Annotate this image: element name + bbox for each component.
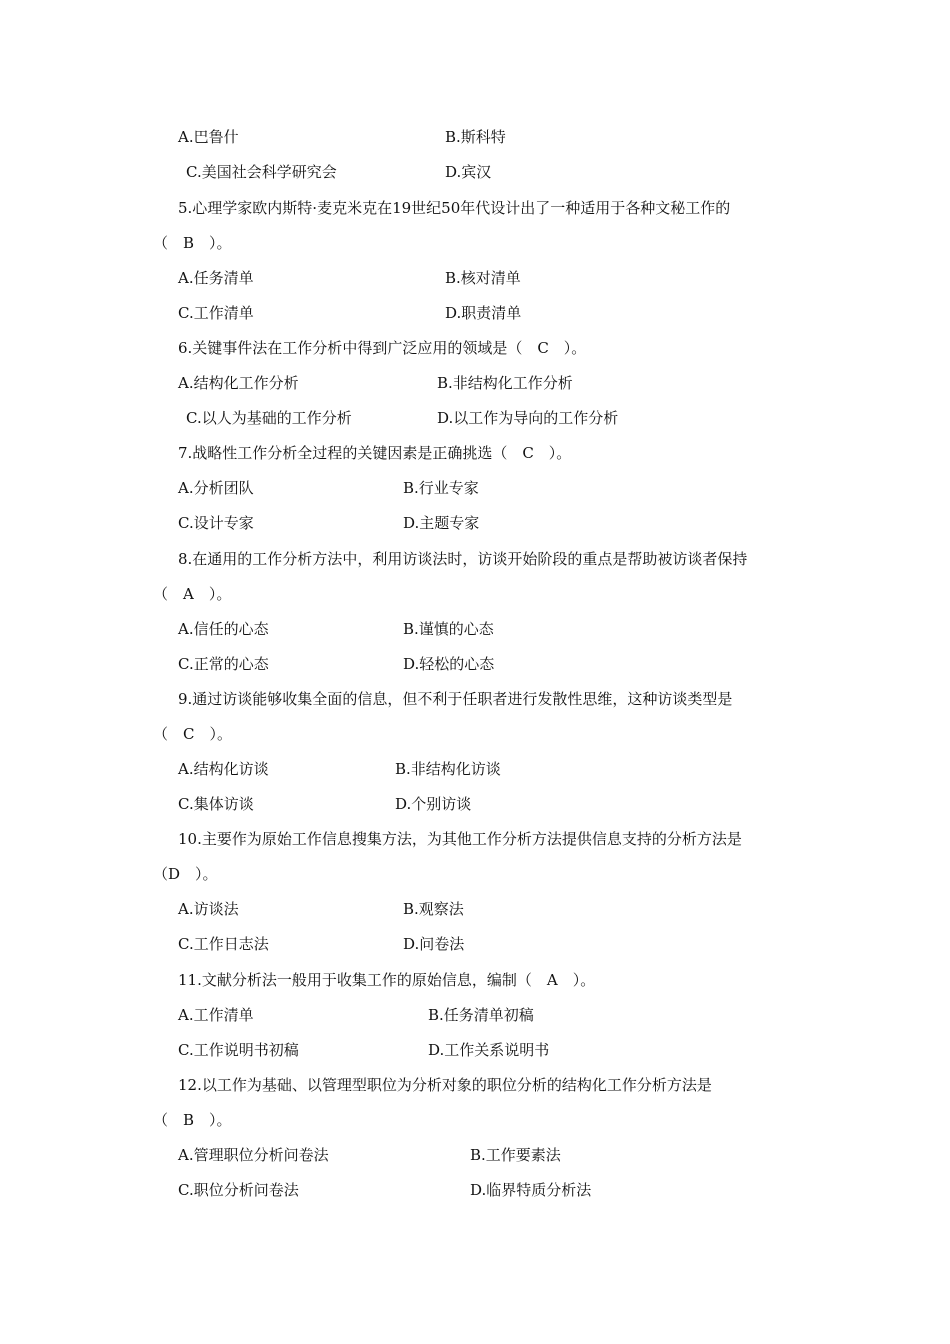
q6-option-a: A.结构化工作分析 [178,374,299,392]
q10-option-d: D.问卷法 [403,935,465,953]
q4-option-c: C.美国社会科学研究会 [186,163,337,181]
q6-stem: 6.关键事件法在工作分析中得到广泛应用的领域是（ C ）。 [178,339,587,357]
q6-option-b: B.非结构化工作分析 [437,374,573,392]
q9-option-c: C.集体访谈 [178,795,254,813]
q11-option-a: A.工作清单 [178,1006,254,1024]
q5-option-b: B.核对清单 [445,269,521,287]
q9-stem: 9.通过访谈能够收集全面的信息，但不利于任职者进行发散性思维，这种访谈类型是 [178,690,733,708]
q9-option-d: D.个别访谈 [395,795,472,813]
q12-option-c: C.职位分析问卷法 [178,1181,299,1199]
q4-option-a: A.巴鲁什 [178,128,239,146]
q8-option-d: D.轻松的心态 [403,655,495,673]
q9-option-a: A.结构化访谈 [178,760,269,778]
q7-stem: 7.战略性工作分析全过程的关键因素是正确挑选（ C ）。 [178,444,572,462]
q4-option-b: B.斯科特 [445,128,506,146]
q8-answer: （ A ）。 [153,585,232,603]
q5-stem: 5.心理学家欧内斯特·麦克米克在19世纪50年代设计出了一种适用于各种文秘工作的 [178,199,731,217]
q10-option-a: A.访谈法 [178,900,239,918]
q12-option-d: D.临界特质分析法 [470,1181,592,1199]
q9-option-b: B.非结构化访谈 [395,760,501,778]
q7-option-d: D.主题专家 [403,514,480,532]
q11-option-d: D.工作关系说明书 [428,1041,550,1059]
q7-option-c: C.设计专家 [178,514,254,532]
q6-option-d: D.以工作为导向的工作分析 [437,409,619,427]
q6-option-c: C.以人为基础的工作分析 [186,409,352,427]
q10-answer: （D ）。 [153,865,218,883]
q11-stem: 11.文献分析法一般用于收集工作的原始信息，编制（ A ）。 [178,971,596,989]
q12-answer: （ B ）。 [153,1111,232,1129]
q8-stem: 8.在通用的工作分析方法中，利用访谈法时，访谈开始阶段的重点是帮助被访谈者保持 [178,550,748,568]
q5-answer: （ B ）。 [153,234,232,252]
q5-option-c: C.工作清单 [178,304,254,322]
q8-option-b: B.谨慎的心态 [403,620,494,638]
q7-option-a: A.分析团队 [178,479,254,497]
q10-stem: 10.主要作为原始工作信息搜集方法，为其他工作分析方法提供信息支持的分析方法是 [178,830,742,848]
q10-option-b: B.观察法 [403,900,464,918]
q12-option-a: A.管理职位分析问卷法 [178,1146,329,1164]
q9-answer: （ C ）。 [153,725,232,743]
q4-option-d: D.宾汉 [445,163,492,181]
q12-stem: 12.以工作为基础、以管理型职位为分析对象的职位分析的结构化工作分析方法是 [178,1076,712,1094]
q5-option-a: A.任务清单 [178,269,254,287]
q7-option-b: B.行业专家 [403,479,479,497]
q5-option-d: D.职责清单 [445,304,522,322]
q8-option-c: C.正常的心态 [178,655,269,673]
q11-option-c: C.工作说明书初稿 [178,1041,299,1059]
q12-option-b: B.工作要素法 [470,1146,561,1164]
q11-option-b: B.任务清单初稿 [428,1006,534,1024]
q10-option-c: C.工作日志法 [178,935,269,953]
q8-option-a: A.信任的心态 [178,620,269,638]
